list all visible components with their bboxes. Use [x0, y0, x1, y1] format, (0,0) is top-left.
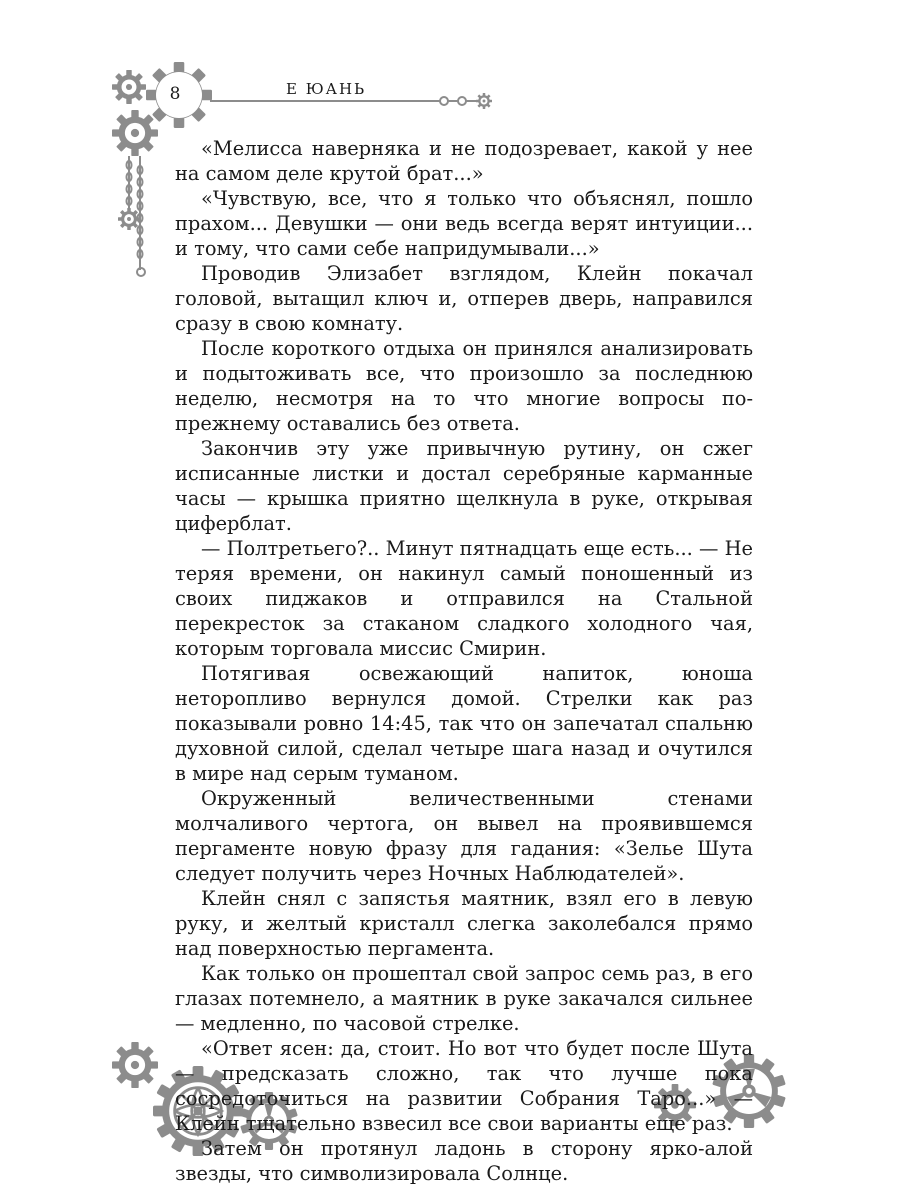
paragraph: — Полтретьего?.. Минут пятнадцать еще есть... — Не теряя времени, он накинул самый поношенный из своих пиджаков и отправился на Стальной перекресток за стаканом сладкого холодного чая, которым торговала миссис Смирин.: [175, 537, 753, 660]
running-head-author: Е ЮАНЬ: [286, 80, 367, 98]
paragraph: «Ответ ясен: да, стоит. Но вот что будет после Шута — предсказать сложно, так что лучше пока сосредоточиться на развитии Собрания Таро...» — Клейн тщательно взвесил все свои варианты еще раз.: [175, 1037, 753, 1135]
paragraph: После короткого отдыха он принялся анализировать и подытоживать все, что произошло за последнюю неделю, несмотря на то что многие вопросы по-прежнему оставались без ответа.: [175, 337, 753, 435]
gear-icon: [112, 1042, 158, 1088]
medium-gear-icon: [112, 110, 158, 156]
tiny-gear-icon: [476, 93, 492, 109]
paragraph: «Мелисса наверняка и не подозревает, какой у нее на самом деле крутой брат...»: [175, 137, 753, 185]
small-gear-icon: [112, 70, 146, 104]
paragraph: Потягивая освежающий напиток, юноша неторопливо вернулся домой. Стрелки как раз показывали ровно 14:45, так что он запечатал спальню духовной силой, сделал четыре шага назад и очутился в мире над серым туманом.: [175, 662, 753, 785]
pendant-gear-icon: [118, 208, 140, 230]
body-text: [175, 136, 753, 1186]
page-number: 8: [169, 84, 181, 104]
paragraph: Клейн снял с запястья маятник, взял его в левую руку, и желтый кристалл слегка заколебался прямо над поверхностью пергамента.: [175, 887, 753, 960]
paragraph: Как только он прошептал свой запрос семь раз, в его глазах потемнело, а маятник в руке закачался сильнее — медленно, по часовой стрелке.: [175, 962, 753, 1035]
paragraph: Закончив эту уже привычную рутину, он сжег исписанные листки и достал серебряные карманные часы — крышка приятно щелкнула в руке, открывая циферблат.: [175, 437, 753, 535]
paragraph: Затем он протянул ладонь в сторону ярко-алой звезды, что символизировала Солнце.: [175, 1137, 753, 1185]
paragraph: Проводив Элизабет взглядом, Клейн покачал головой, вытащил ключ и, отперев дверь, направился сразу в свою комнату.: [175, 262, 753, 335]
paragraph: «Чувствую, все, что я только что объяснял, пошло прахом... Девушки — они ведь всегда верят интуиции... и тому, что сами себе напридумывали...»: [175, 187, 753, 260]
paragraph: Окруженный величественными стенами молчаливого чертога, он вывел на проявившемся пергаменте новую фразу для гадания: «Зелье Шута следует получить через Ночных Наблюдателей».: [175, 787, 753, 885]
